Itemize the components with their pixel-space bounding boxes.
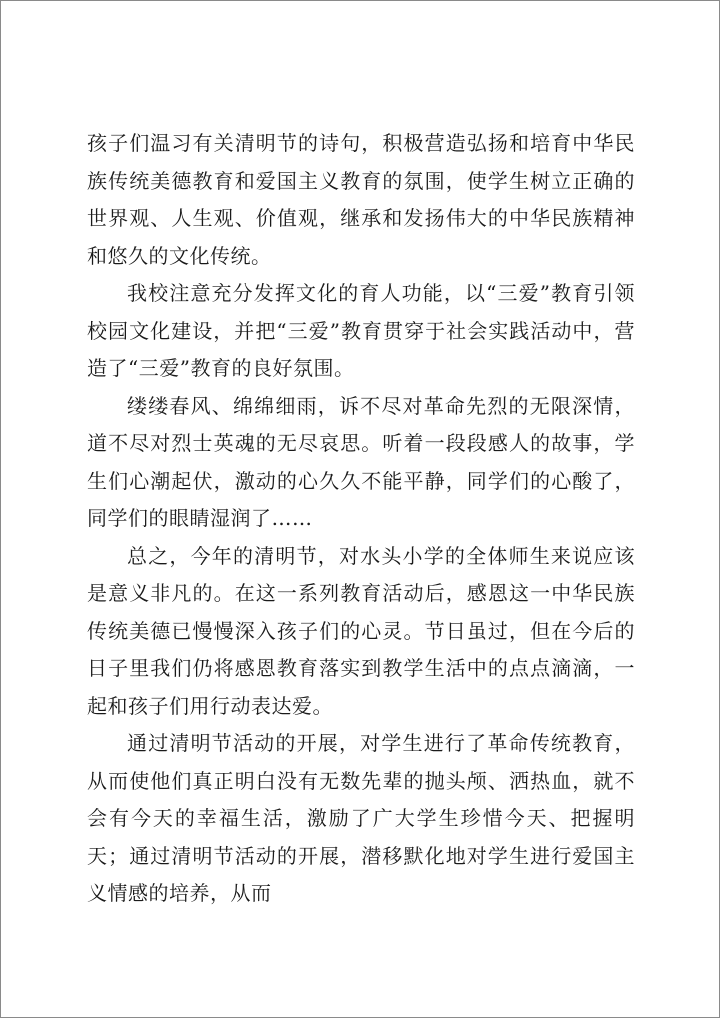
paragraph-3: 缕缕春风、绵绵细雨，诉不尽对革命先烈的无限深情，道不尽对烈士英魂的无尽哀思。听着一段段感人的故事，学生们心潮起伏，激动的心久久不能平静，同学们的心酸了，同学们的眼睛湿润了…… — [87, 393, 635, 530]
paragraph-5: 通过清明节活动的开展，对学生进行了革命传统教育，从而使他们真正明白没有无数先辈的抛头颅、洒热血，就不会有今天的幸福生活，激励了广大学生珍惜今天、把握明天；通过清明节活动的开展，潜移默化地对学生进行爱国主义情感的培养，从而 — [87, 731, 635, 905]
document-body — [87, 125, 635, 913]
paragraph-1: 孩子们温习有关清明节的诗句，积极营造弘扬和培育中华民族传统美德教育和爱国主义教育的氛围，使学生树立正确的世界观、人生观、价值观，继承和发扬伟大的中华民族精神和悠久的文化传统。 — [87, 131, 635, 268]
paragraph-2: 我校注意充分发挥文化的育人功能，以“三爱”教育引领校园文化建设，并把“三爱”教育贯穿于社会实践活动中，营造了“三爱”教育的良好氛围。 — [87, 281, 635, 380]
paragraph-4: 总之，今年的清明节，对水头小学的全体师生来说应该是意义非凡的。在这一系列教育活动后，感恩这一中华民族传统美德已慢慢深入孩子们的心灵。节日虽过，但在今后的日子里我们仍将感恩教育落实到教学生活中的点点滴滴，一起和孩子们用行动表达爱。 — [87, 543, 635, 718]
